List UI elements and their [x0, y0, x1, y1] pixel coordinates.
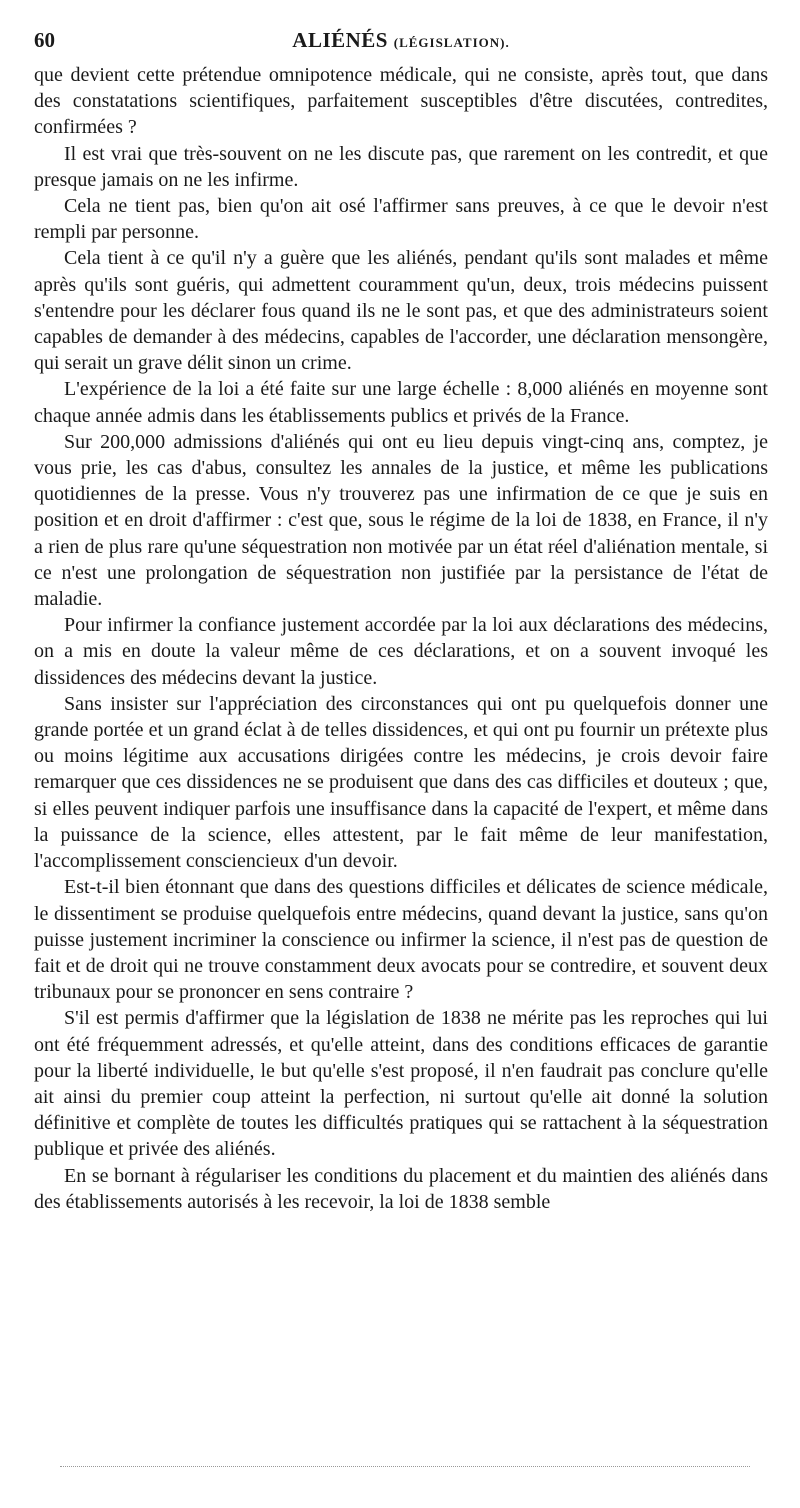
- paragraph: Il est vrai que très-souvent on ne les discute pas, que rarement on les contredit, et que presque jamais on ne les infirme.: [34, 142, 768, 191]
- paragraph: Sans insister sur l'appréciation des circonstances qui ont pu quelquefois donner une grande portée et un grand éclat à de telles dissidences, et qui ont pu fournir un prétexte plus ou moins légitime aux accusations dirigées contre les médecins, je crois devoir faire remarquer que ces dissidences ne se produisent que dans des cas difficiles et douteux ; que, si elles peuvent indiquer parfois une insuffisance dans la capacité de l'expert, et même dans la puissance de la science, elles attestent, par le fait même de leur manifestation, l'accomplissement consciencieux d'un devoir.: [34, 692, 768, 873]
- paragraph: En se bornant à régulariser les conditions du placement et du maintien des aliénés dans des établissements autorisés à les recevoir, la loi de 1838 semble: [34, 1164, 768, 1213]
- paragraph: S'il est permis d'affirmer que la législation de 1838 ne mérite pas les reproches qui lui ont été fréquemment adressés, et qu'elle atteint, dans des conditions efficaces de garantie pour la liberté individuelle, le but qu'elle s'est proposé, il n'en faudrait pas conclure qu'elle ait ainsi du premier coup atteint la perfection, ni surtout qu'elle ait donné la solution définitive et complète de toutes les difficultés pratiques qui se rattachent à la séquestration publique et privée des aliénés.: [34, 1007, 768, 1161]
- running-title: [34, 28, 768, 53]
- page: [34, 28, 768, 1215]
- paragraph: L'expérience de la loi a été faite sur une large échelle : 8,000 aliénés en moyenne sont chaque année admis dans les établissements publics et privés de la France.: [34, 378, 768, 427]
- body-text: [34, 62, 768, 1215]
- paragraph: Est-t-il bien étonnant que dans des questions difficiles et délicates de science médicale, le dissentiment se produise quelquefois entre médecins, quand devant la justice, sans qu'on puisse justement incriminer la conscience ou infirmer la science, il n'est pas de question de fait et de droit qui ne trouve constamment deux avocats pour se contredire, et souvent deux tribunaux pour se prononcer en sens contraire ?: [34, 876, 768, 1004]
- footer-dotted-rule: [60, 1466, 750, 1467]
- paragraph: Pour infirmer la confiance justement accordée par la loi aux déclarations des médecins, on a mis en doute la valeur même de ces déclarations, et on a souvent invoqué les dissidences des médecins devant la justice.: [34, 614, 768, 689]
- page-number: 60: [34, 28, 55, 52]
- paragraph: Cela tient à ce qu'il n'y a guère que les aliénés, pendant qu'ils sont malades et même après qu'ils sont guéris, qui admettent couramment qu'un, deux, trois médecins puissent s'entendre pour les déclarer fous quand ils ne le sont pas, et que des administrateurs soient capables de demander à des médecins, capables de l'accorder, une déclaration mensongère, qui serait un grave délit sinon un crime.: [34, 247, 768, 375]
- paragraph: Cela ne tient pas, bien qu'on ait osé l'affirmer sans preuves, à ce que le devoir n'est rempli par personne.: [34, 195, 768, 244]
- running-header: [34, 28, 768, 62]
- paragraph: que devient cette prétendue omnipotence médicale, qui ne consiste, après tout, que dans des constatations scientifiques, parfaitement susceptibles d'être discutées, contredites, confirmées ?: [34, 64, 768, 139]
- title-subtitle: (LÉGISLATION).: [393, 35, 510, 50]
- paragraph: Sur 200,000 admissions d'aliénés qui ont eu lieu depuis vingt-cinq ans, comptez, je vous prie, les cas d'abus, consultez les annales de la justice, et même les publications quotidiennes de la presse. Vous n'y trouverez pas une infirmation de ce que je suis en position et en droit d'affirmer : c'est que, sous le régime de la loi de 1838, en France, il n'y a rien de plus rare qu'une séquestration non motivée par un état réel d'aliénation mentale, si ce n'est une prolongation de séquestration non justifiée par la persistance de l'état de maladie.: [34, 430, 768, 611]
- title-main: ALIÉNÉS: [292, 28, 388, 52]
